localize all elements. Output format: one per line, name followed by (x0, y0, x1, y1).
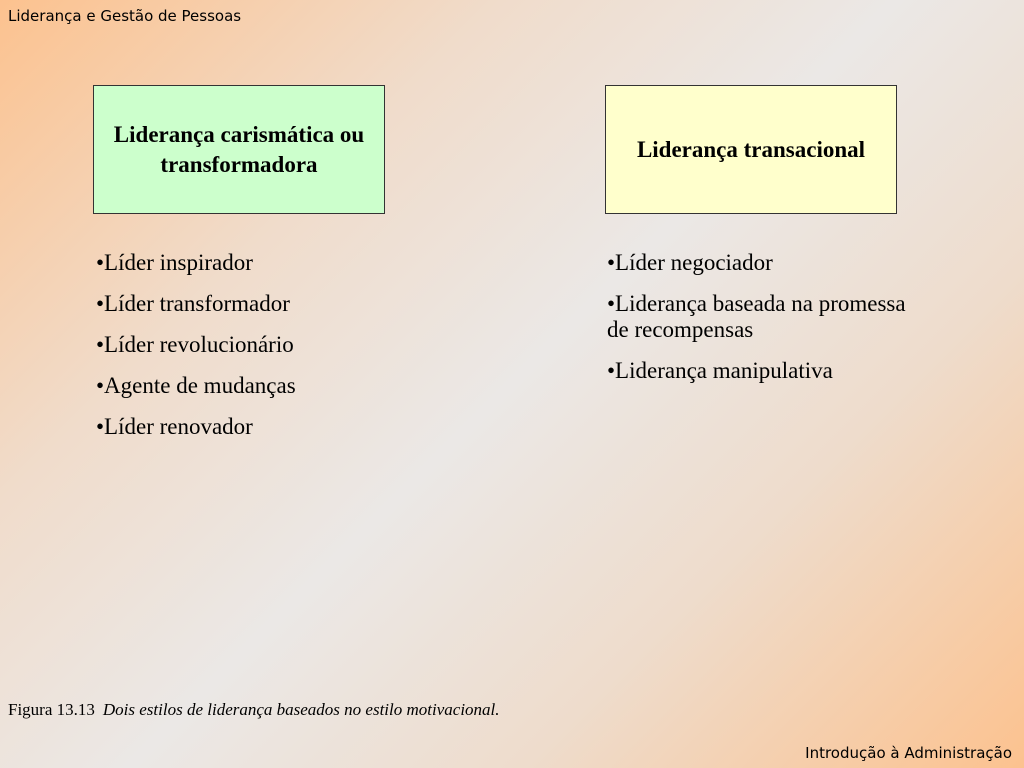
charismatic-leadership-box (93, 85, 385, 214)
list-item: •Liderança baseada na promessa de recompensas (607, 291, 906, 342)
list-item: •Líder renovador (96, 414, 253, 439)
list-item: •Líder transformador (96, 291, 290, 316)
list-item: •Agente de mudanças (96, 373, 296, 398)
charismatic-leadership-title: Liderança carismática ou transformadora (113, 121, 365, 177)
list-item: •Líder revolucionário (96, 332, 294, 357)
charismatic-leadership-list (96, 250, 426, 455)
transactional-leadership-title: Liderança transacional (636, 136, 866, 162)
list-item: •Liderança manipulativa (607, 358, 833, 383)
figure-label: Figura 13.13 (8, 700, 95, 719)
slide-footer-title: Introdução à Administração (805, 744, 1012, 762)
list-item: •Líder negociador (607, 250, 773, 275)
slide-header-title: Liderança e Gestão de Pessoas (8, 7, 242, 25)
transactional-leadership-box (605, 85, 897, 214)
figure-caption (8, 700, 500, 720)
figure-description: Dois estilos de liderança baseados no estilo motivacional. (102, 700, 500, 719)
transactional-leadership-list (607, 250, 927, 399)
list-item: •Líder inspirador (96, 250, 253, 275)
